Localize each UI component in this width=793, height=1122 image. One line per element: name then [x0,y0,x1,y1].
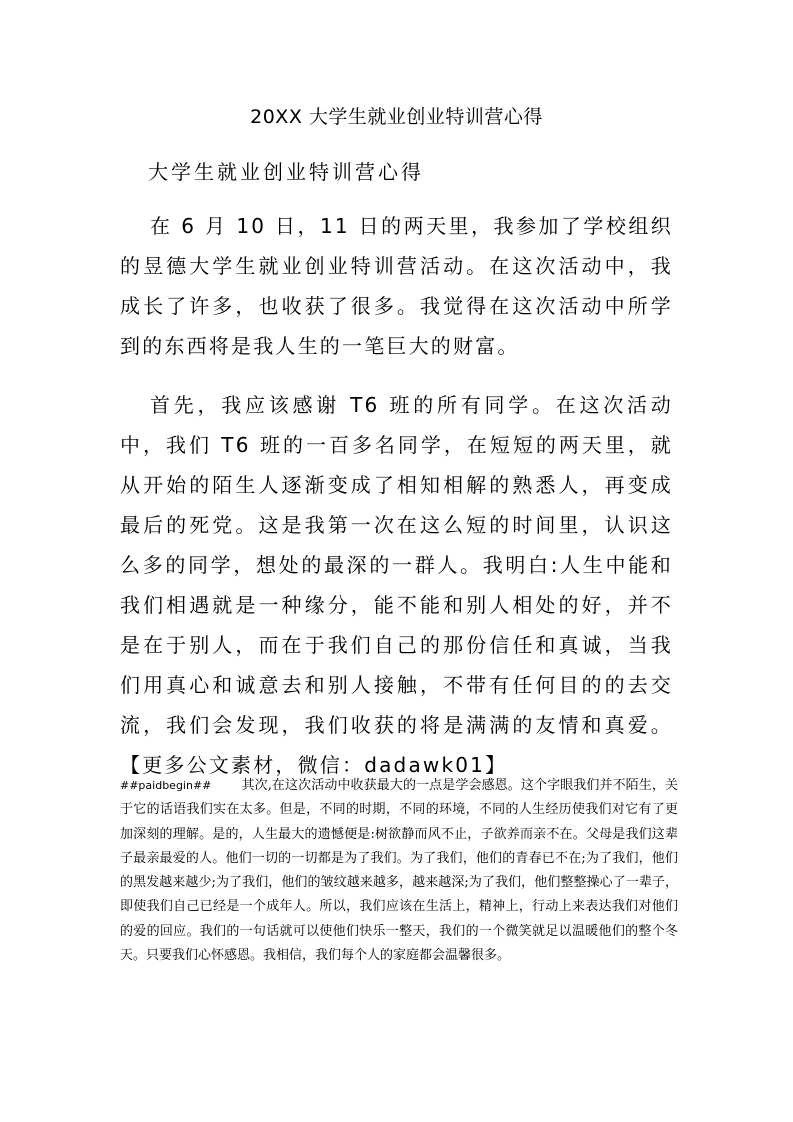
body-paragraph-1: 在 6 月 10 日，11 日的两天里，我参加了学校组织的昱德大学生就业创业特训营活动。在这次活动中，我成长了许多，也收获了很多。我觉得在这次活动中所学到的东西将是我人生的一笔巨大的财富。 [120,214,673,358]
document-subtitle: 大学生就业创业特训营心得 [148,160,424,184]
paid-paragraph-text: 其次,在这次活动中收获最大的一点是学会感恩。这个字眼我们并不陌生，关于它的话语我们实在太多。但是，不同的时期，不同的环境，不同的人生经历使我们对它有了更加深刻的理解。是的，人生最大的遗憾便是:树欲静而风不止，子欲养而亲不在。父母是我们这辈子最亲最爱的人。他们一切的一切都是为了我们。为了我们，他们的青春已不在;为了我们，他们的黑发越来越少;为了我们，他们的皱纹越来越多，越来越深;为了我们，他们整整操心了一辈子，即使我们自己已经是一个成年人。所以，我们应该在生活上，精神上，行动上来表达我们对他们的爱的回应。我们的一句话就可以使他们快乐一整天，我们的一个微笑就足以温暖他们的整个冬天。只要我们心怀感恩。我相信，我们每个人的家庭都会温馨很多。 [120,778,678,964]
document-title: 20XX 大学生就业创业特训营心得 [250,106,543,128]
body-paragraph-2: 首先，我应该感谢 T6 班的所有同学。在这次活动中，我们 T6 班的一百多名同学，在短短的两天里，就从开始的陌生人逐渐变成了相知相解的熟悉人，再变成最后的死党。这是我第一次在这么短的时间里，认识这么多的同学，想处的最深的一群人。我明白:人生中能和我们相遇就是一种缘分，能不能和别人相处的好，并不是在于别人，而在于我们自己的那份信任和真诚，当我们用真心和诚意去和别人接触，不带有任何目的的去交流，我们会发现，我们收获的将是满满的友情和真爱。 【更多公文素材，微信：dadawk01】 [120,393,673,777]
paid-begin-marker: ##paidbegin## [120,779,212,792]
paid-section-paragraph [120,774,678,968]
